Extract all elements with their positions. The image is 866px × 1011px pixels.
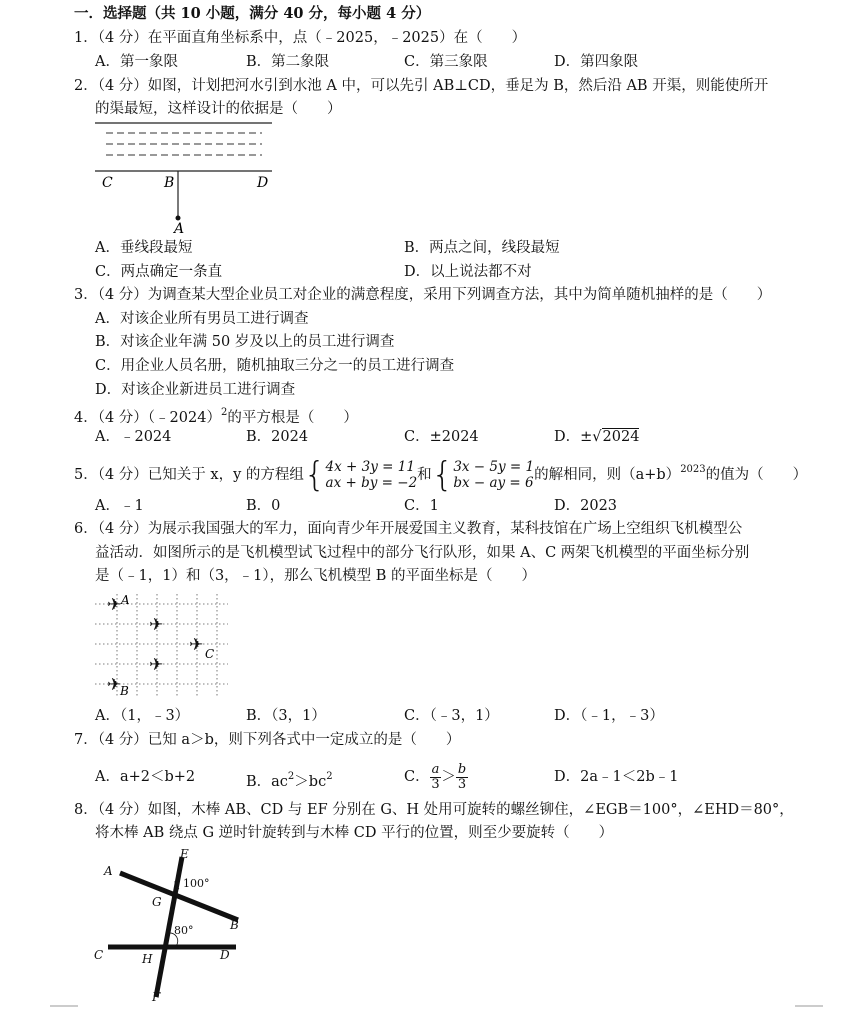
label-c: C — [94, 948, 104, 962]
question-6-line1: 6．（4 分）为展示我国强大的军力，面向青少年开展爱国主义教育，某科技馆在广场上空组织飞机模型公 — [74, 521, 743, 537]
q1-option-c: C．第三象限 — [404, 54, 488, 70]
question-3-text: 3．（4 分）为调查某大型企业员工对企业的满意程度，采用下列调查方法，其中为简单随机抽样的是（ ） — [74, 287, 772, 303]
airplane-icon: ✈ — [149, 615, 164, 635]
label-b: B — [230, 918, 239, 932]
q4-option-d-radicand: 2024 — [602, 429, 640, 445]
q2-option-c: C．两点确定一条直 — [95, 264, 223, 280]
label-a: A — [104, 864, 113, 878]
q3-option-b: B．对该企业年满 50 岁及以上的员工进行调查 — [95, 334, 395, 350]
q7-b-exp1: 2 — [287, 771, 295, 782]
q2-option-b: B．两点之间，线段最短 — [404, 240, 560, 256]
q1-option-b: B．第二象限 — [246, 54, 330, 70]
question-7-text: 7．（4 分）已知 a＞b，则下列各式中一定成立的是（ ） — [74, 732, 461, 748]
q1-option-a: A．第一象限 — [95, 54, 178, 70]
q5-exponent: 2023 — [680, 464, 706, 475]
fraction-b-over-3: $\frac{b}{3}$ — [457, 761, 467, 792]
system-brace-2: { — [431, 455, 454, 495]
label-c: C — [102, 175, 113, 191]
q7-b-mid: ＞bc — [294, 774, 327, 790]
label-g: G — [152, 895, 162, 909]
question-1-text: 1．（4 分）在平面直角坐标系中，点（﹣2025，﹣2025）在（ ） — [74, 30, 527, 46]
q6-option-c: C．（﹣3，1） — [404, 708, 499, 724]
system-1-eq-1: 4x + 3y = 11 — [325, 459, 415, 475]
q6-option-a: A．（1，﹣3） — [95, 708, 190, 724]
q7-option-a: A．a+2＜b+2 — [95, 769, 196, 785]
label-e: E — [180, 847, 189, 861]
q4-exponent: 2 — [220, 407, 228, 418]
question-2-line1: 2．（4 分）如图，计划把河水引到水池 A 中，可以先引 AB⊥CD，垂足为 B，然后沿 AB 开渠，则能使所开 — [74, 78, 769, 94]
system-brace-1: { — [303, 455, 326, 495]
question-6-line3: 是（﹣1，1）和（3，﹣1），那么飞机模型 B 的平面坐标是（ ） — [95, 568, 537, 584]
q7-option-d: D．2a﹣1＜2b﹣1 — [554, 769, 679, 785]
label-d: D — [257, 175, 269, 191]
section-title: 一．选择题（共 10 小题，满分 40 分，每小题 4 分） — [74, 5, 431, 22]
question-6-line2: 益活动．如图所示的是飞机模型试飞过程中的部分飞行队形，如果 A、C 两架飞机模型的平面坐标分别 — [95, 545, 750, 561]
q4-prefix: 4．（4 分）（﹣2024） — [74, 410, 221, 426]
q5-prefix: 5．（4 分）已知关于 x，y 的方程组 — [74, 467, 304, 483]
q7-b-exp2: 2 — [326, 771, 333, 782]
airplane-b-icon: ✈ — [107, 675, 122, 695]
label-a: A — [121, 593, 130, 607]
q7-b-prefix: B．ac — [246, 774, 288, 790]
q5-suffix-b: 的值为（ ） — [705, 467, 808, 483]
sqrt-sign: √ — [592, 429, 602, 445]
q7-c-prefix: C． — [404, 769, 430, 785]
q7-c-gt: ＞ — [441, 769, 456, 785]
airplane-c-icon: ✈ — [189, 635, 204, 655]
question-8-line1: 8．（4 分）如图，木棒 AB、CD 与 EF 分别在 G、H 处用可旋转的螺丝铆住，∠EGB＝100°，∠EHD＝80°， — [74, 802, 794, 818]
airplane-a-icon: ✈ — [107, 595, 122, 615]
fraction-a-over-3: $\frac{a}{3}$ — [431, 761, 440, 792]
q4-option-c: C．±2024 — [404, 429, 479, 445]
label-d: D — [220, 948, 230, 962]
q4-option-d-prefix: D．± — [554, 429, 593, 445]
q5-mid: 和 — [417, 467, 432, 483]
q4-suffix: 的平方根是（ ） — [227, 410, 358, 426]
system-1-eq-2: ax + by = −2 — [325, 475, 418, 491]
q5-suffix-a: 的解相同，则（a+b） — [534, 467, 681, 483]
system-2-eq-1: 3x − 5y = 1 — [453, 459, 535, 475]
q5-option-b: B．0 — [246, 498, 281, 514]
question-8-line2: 将木棒 AB 绕点 G 逆时针旋转到与木棒 CD 平行的位置，则至少要旋转（ ） — [95, 825, 614, 841]
q6-option-b: B．（3，1） — [246, 708, 326, 724]
q6-option-d: D．（﹣1，﹣3） — [554, 708, 664, 724]
q4-option-a: A．﹣2024 — [95, 429, 172, 445]
q2-option-d: D．以上说法都不对 — [404, 264, 532, 280]
label-a: A — [174, 221, 185, 237]
q1-option-d: D．第四象限 — [554, 54, 639, 70]
q5-option-d: D．2023 — [554, 498, 618, 514]
q4-option-b: B．2024 — [246, 429, 309, 445]
question-2-line2: 的渠最短，这样设计的依据是（ ） — [95, 101, 342, 117]
q3-option-d: D．对该企业新进员工进行调查 — [95, 382, 296, 398]
angle-80-label: 80° — [174, 924, 194, 937]
label-h: H — [142, 952, 153, 966]
q3-option-a: A．对该企业所有男员工进行调查 — [95, 311, 309, 327]
system-2-eq-2: bx − ay = 6 — [453, 475, 534, 491]
q3-option-c: C．用企业人员名册，随机抽取三分之一的员工进行调查 — [95, 358, 455, 374]
airplane-icon: ✈ — [149, 655, 164, 675]
angle-100-label: 100° — [183, 877, 210, 890]
label-f: F — [152, 990, 161, 1004]
q5-option-c: C．1 — [404, 498, 439, 514]
label-c: C — [205, 647, 215, 661]
label-b: B — [164, 175, 175, 191]
q2-option-a: A．垂线段最短 — [95, 240, 193, 256]
q5-option-a: A．﹣1 — [95, 498, 144, 514]
label-b: B — [120, 684, 129, 698]
